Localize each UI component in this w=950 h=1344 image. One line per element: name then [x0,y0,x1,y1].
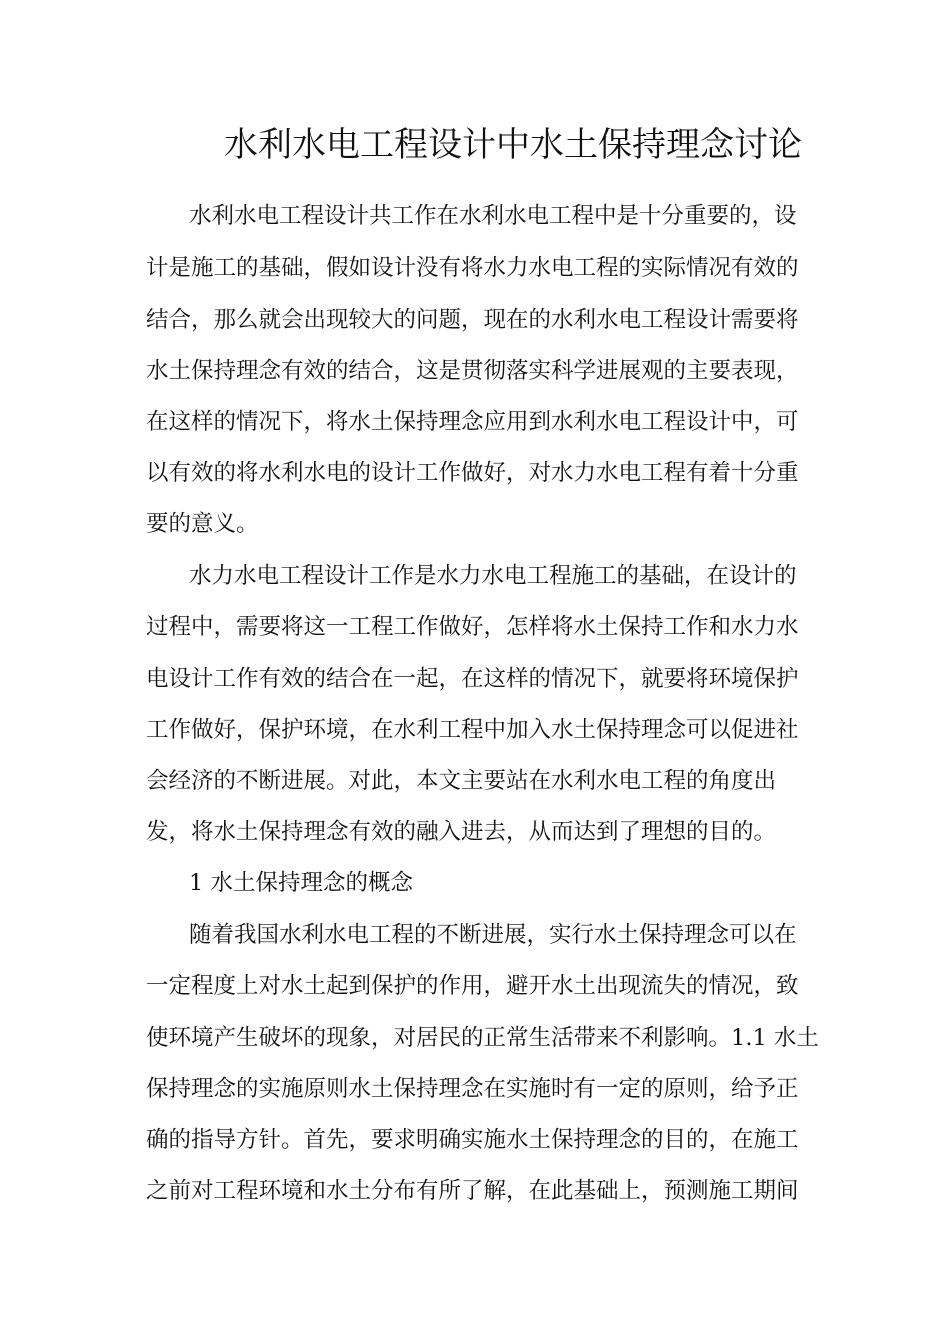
paragraph-line: 随着我国水利水电工程的不断进展，实行水土保持理念可以在 [189,922,797,948]
paragraph-line: 确的指导方针。首先，要求明确实施水土保持理念的目的，在施工 [146,1127,799,1153]
paragraph-line: 水利水电工程设计共工作在水利水电工程中是十分重要的，设 [189,203,797,229]
paragraph-line: 水土保持理念有效的结合，这是贯彻落实科学进展观的主要表现， [146,358,799,384]
paragraph-line: 要的意义。 [146,511,259,537]
section-heading: 1 水土保持理念的概念 [189,870,413,896]
paragraph-line: 工作做好，保护环境，在水利工程中加入水土保持理念可以促进社 [146,717,799,743]
paragraph-line: 计是施工的基础，假如设计没有将水力水电工程的实际情况有效的 [146,255,799,281]
paragraph-line: 结合，那么就会出现较大的问题，现在的水利水电工程设计需要将 [146,307,799,333]
paragraph-line: 会经济的不断进展。对此，本文主要站在水利水电工程的角度出 [146,768,777,794]
document-title: 水利水电工程设计中水土保持理念讨论 [224,125,802,165]
paragraph-line: 之前对工程环境和水土分布有所了解，在此基础上，预测施工期间 [146,1178,799,1204]
paragraph-line: 电设计工作有效的结合在一起，在这样的情况下，就要将环境保护 [146,666,799,692]
paragraph-line: 发，将水土保持理念有效的融入进去，从而达到了理想的目的。 [146,819,777,845]
paragraph-line: 以有效的将水利水电的设计工作做好，对水力水电工程有着十分重 [146,460,799,486]
paragraph-line: 一定程度上对水土起到保护的作用，避开水土出现流失的情况，致 [146,973,799,999]
paragraph-line: 使环境产生破坏的现象，对居民的正常生活带来不利影响。1.1 水土 [146,1025,819,1051]
paragraph-line: 水力水电工程设计工作是水力水电工程施工的基础，在设计的 [189,563,797,589]
paragraph-line: 保持理念的实施原则水土保持理念在实施时有一定的原则，给予正 [146,1076,799,1102]
paragraph-line: 过程中，需要将这一工程工作做好，怎样将水土保持工作和水力水 [146,614,799,640]
paragraph-line: 在这样的情况下，将水土保持理念应用到水利水电工程设计中，可 [146,409,799,435]
